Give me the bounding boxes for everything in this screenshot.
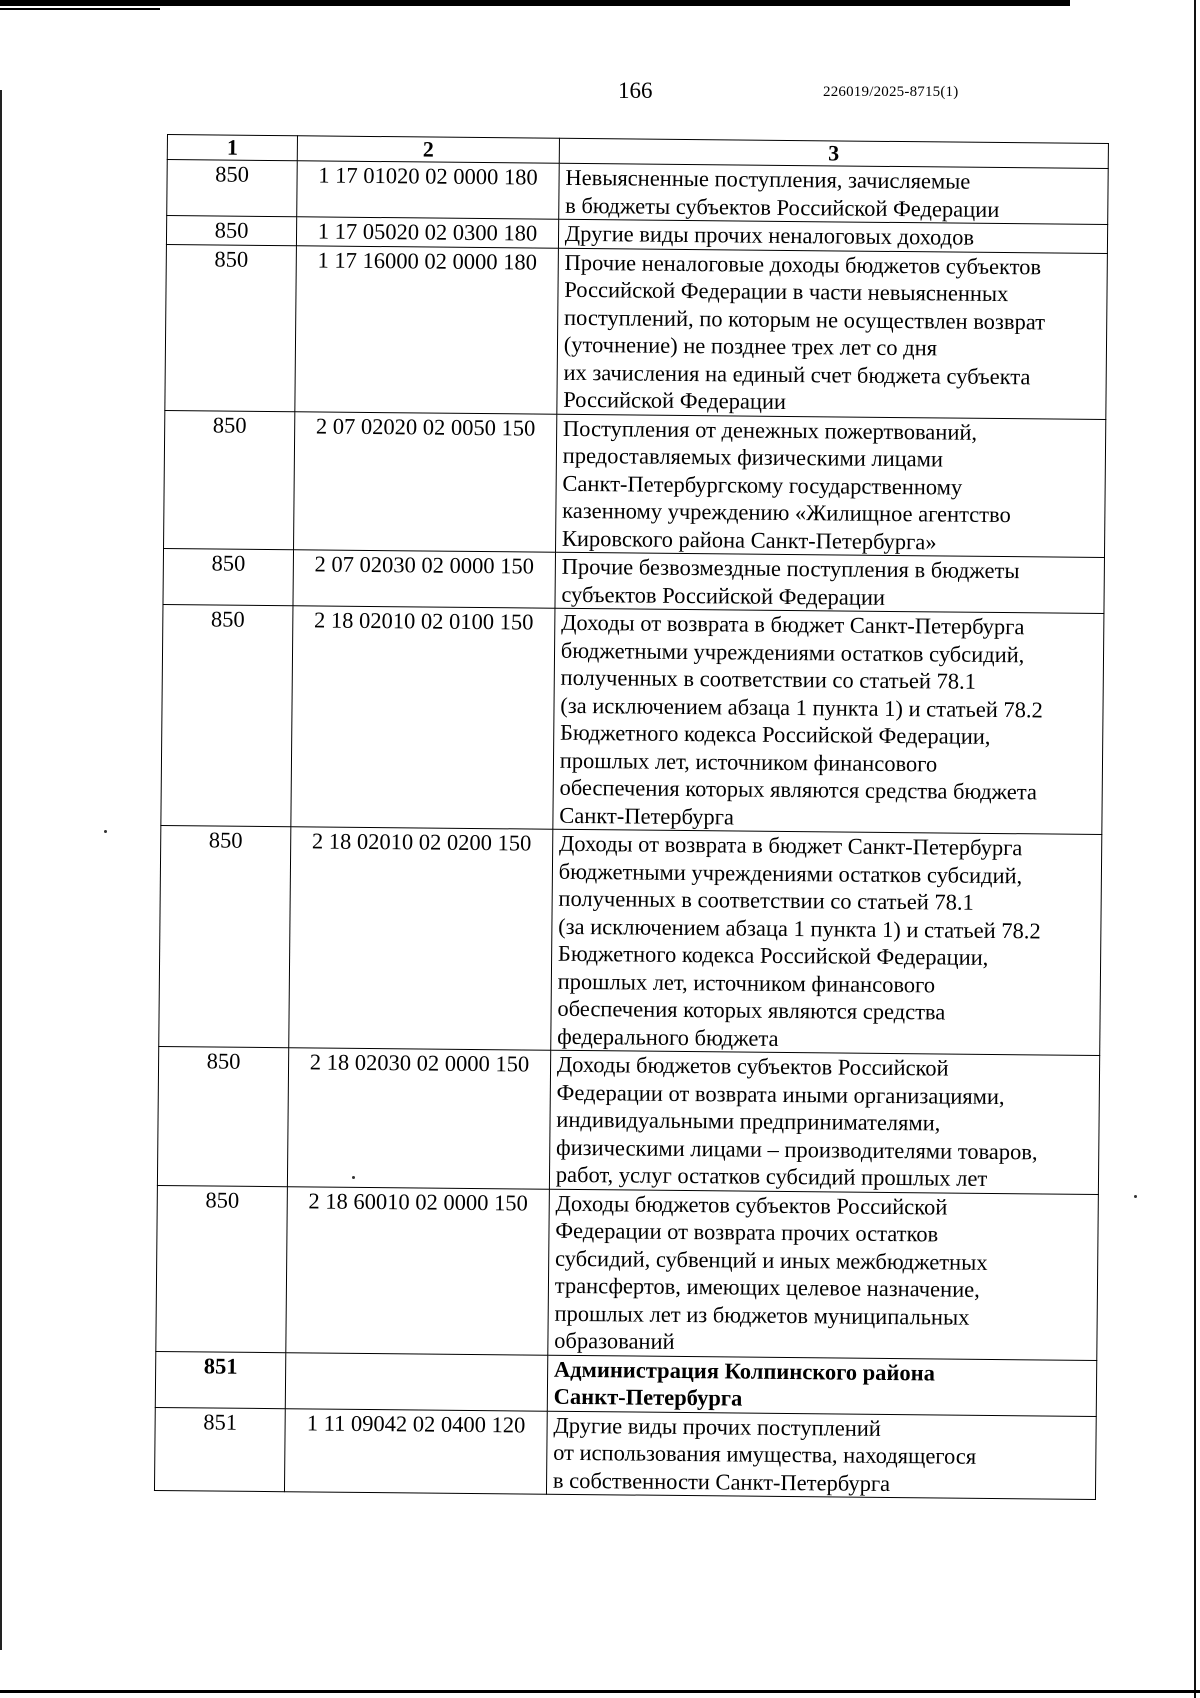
column-header-3: 3 [559,138,1108,168]
description-cell: Доходы бюджетов субъектов Российской Федерации от возврата прочих остатков субсидий, субвенций и иных межбюджетных трансфертов, имеющих целевое назначение, прошлых лет из бюджетов муниципальных образований [548,1189,1099,1360]
budget-code-cell: 2 18 02010 02 0100 150 [291,606,555,830]
table-row [157,1046,1099,1194]
description-cell: Прочие безвозмездные поступления в бюджеты субъектов Российской Федерации [555,552,1105,613]
description-cell: Доходы от возврата в бюджет Санкт-Петербурга бюджетными учреждениями остатков субсидий, полученных в соответствии со статьей 78.1 (за исключением абзаца 1 пункта 1) и статьей 78.2 Бюджетного кодекса Российской Федерации, прошлых лет, источником финансового обеспечения которых являются средства федерального бюджета [551,829,1102,1055]
budget-code-cell: 2 07 02030 02 0000 150 [293,550,555,609]
admin-code-cell: 850 [156,1185,288,1352]
table-body [154,160,1108,1500]
description-cell: Доходы бюджетов субъектов Российской Федерации от возврата иными организациями, индивидуальными предпринимателями, физическими лицами – производителями товаров, работ, услуг остатков субсидий прошлых лет [549,1050,1099,1194]
admin-code-cell: 850 [166,216,296,246]
document-reference: 226019/2025-8715(1) [823,84,959,100]
budget-code-cell: 1 17 05020 02 0300 180 [296,217,558,248]
right-scan-edge [1194,0,1196,1698]
admin-code-cell: 850 [161,604,293,826]
budget-code-cell: 2 07 02020 02 0050 150 [294,411,557,552]
table-row [161,604,1104,834]
table-row [159,825,1102,1055]
admin-code-cell: 850 [167,160,298,217]
scan-speck [1134,1195,1137,1198]
table-row [165,244,1108,419]
budget-code-cell: 1 17 01020 02 0000 180 [297,161,559,220]
description-cell: Прочие неналоговые доходы бюджетов субъектов Российской Федерации в части невыясненных поступлений, по которым не осуществлен возврат (уточнение) не позднее трех лет со дня их зачисления на единый счет бюджета субъекта Российской Федерации [557,248,1108,419]
admin-code-cell: 850 [165,244,297,411]
top-scan-mark [0,8,160,10]
description-cell: Поступления от денежных пожертвований, предоставляемых физическими лицами Санкт-Петербургскому государственному казенному учреждению «Жилищное агентство Кировского района Санкт-Петербурга» [555,414,1105,558]
left-scan-edge [0,90,2,1650]
description-cell: Другие виды прочих неналоговых доходов [558,219,1107,253]
admin-code-cell: 850 [157,1046,288,1186]
admin-code-cell: 851 [155,1351,286,1408]
table-row [156,1185,1099,1360]
table-row [163,548,1104,613]
revenue-codes-table [154,134,1109,1500]
description-cell: Доходы от возврата в бюджет Санкт-Петербурга бюджетными учреждениями остатков субсидий, полученных в соответствии со статьей 78.1 (за исключением абзаца 1 пункта 1) и статьей 78.2 Бюджетного кодекса Российской Федерации, прошлых лет, источником финансового обеспечения которых являются средства бюджета Санкт-Петербурга [553,608,1104,834]
description-cell: Невыясненные поступления, зачисляемые в бюджеты субъектов Российской Федерации [559,163,1109,224]
scan-speck [104,830,107,833]
budget-code-cell: 2 18 02010 02 0200 150 [289,827,553,1051]
budget-code-cell [285,1352,547,1411]
description-cell: Администрация Колпинского района Санкт-Петербурга [547,1355,1097,1416]
page-number: 166 [618,78,653,103]
table-row [155,1351,1096,1416]
admin-code-cell: 850 [163,548,294,605]
admin-code-cell: 851 [154,1407,285,1492]
description-cell: Другие виды прочих поступлений от использования имущества, находящегося в собственности Санкт-Петербурга [546,1411,1096,1500]
table-row [167,160,1108,225]
column-header-1: 1 [167,135,297,161]
admin-code-cell: 850 [159,825,291,1047]
top-scan-border [0,0,1070,6]
admin-code-cell: 850 [164,410,295,550]
budget-code-cell: 2 18 02030 02 0000 150 [287,1048,550,1189]
budget-code-cell: 1 11 09042 02 0400 120 [285,1408,548,1494]
column-header-2: 2 [297,136,559,164]
budget-code-cell: 2 18 60010 02 0000 150 [286,1186,549,1355]
table-row [164,410,1106,558]
bottom-scan-border [0,1690,1200,1693]
budget-code-cell: 1 17 16000 02 0000 180 [295,245,558,414]
table-row [154,1407,1096,1500]
